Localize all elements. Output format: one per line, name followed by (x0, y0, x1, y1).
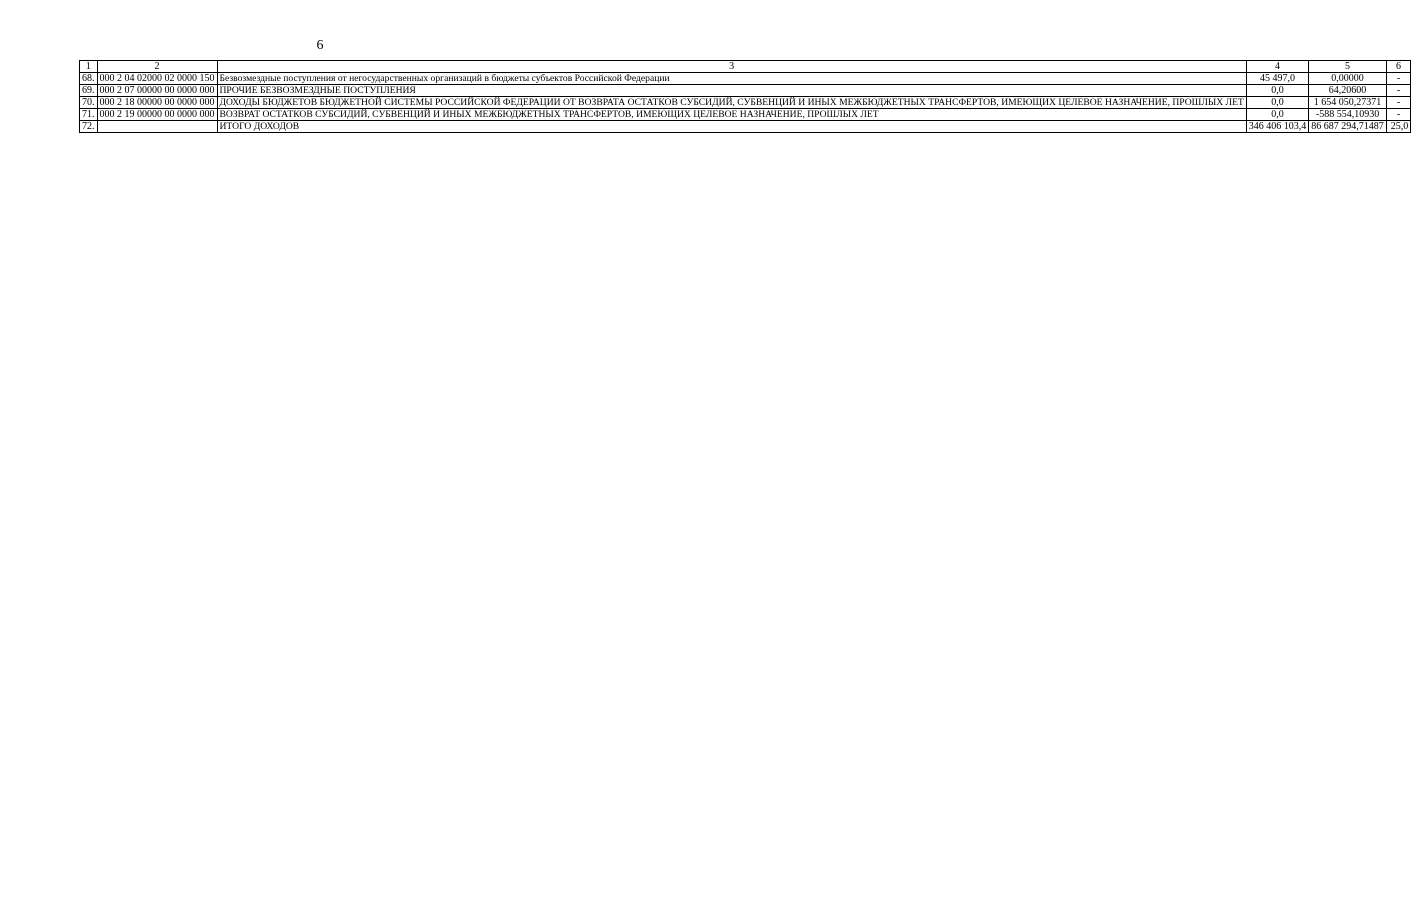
budget-code: 000 2 04 02000 02 0000 150 (97, 73, 217, 85)
actual-amount: 0,00000 (1309, 73, 1387, 85)
column-header: 1 (80, 61, 98, 73)
row-number: 69. (80, 85, 98, 97)
revenue-name: Безвозмездные поступления от негосударственных организаций в бюджеты субъектов Российской Федерации (217, 73, 1246, 85)
table-row (80, 73, 1411, 85)
actual-amount: 86 687 294,71487 (1309, 121, 1387, 133)
budget-code: 000 2 18 00000 00 0000 000 (97, 97, 217, 109)
execution-percent: - (1386, 109, 1411, 121)
budget-code (97, 121, 217, 133)
revenue-name: ВОЗВРАТ ОСТАТКОВ СУБСИДИЙ, СУБВЕНЦИЙ И ИНЫХ МЕЖБЮДЖЕТНЫХ ТРАНСФЕРТОВ, ИМЕЮЩИХ ЦЕЛЕВОЕ НАЗНАЧЕНИЕ, ПРОШЛЫХ ЛЕТ (217, 109, 1246, 121)
execution-percent: 25,0 (1386, 121, 1411, 133)
execution-percent: - (1386, 85, 1411, 97)
table-row-total (80, 121, 1411, 133)
budget-code: 000 2 19 00000 00 0000 000 (97, 109, 217, 121)
planned-amount: 45 497,0 (1246, 73, 1309, 85)
table-row (80, 109, 1411, 121)
actual-amount: 1 654 050,27371 (1309, 97, 1387, 109)
budget-code: 000 2 07 00000 00 0000 000 (97, 85, 217, 97)
table-row (80, 85, 1411, 97)
actual-amount: 64,20600 (1309, 85, 1387, 97)
actual-amount: -588 554,10930 (1309, 109, 1387, 121)
planned-amount: 0,0 (1246, 85, 1309, 97)
table-header-row (80, 61, 1411, 73)
column-header: 6 (1386, 61, 1411, 73)
execution-percent: - (1386, 73, 1411, 85)
row-number: 70. (80, 97, 98, 109)
revenue-name: ПРОЧИЕ БЕЗВОЗМЕЗДНЫЕ ПОСТУПЛЕНИЯ (217, 85, 1246, 97)
revenue-name: ДОХОДЫ БЮДЖЕТОВ БЮДЖЕТНОЙ СИСТЕМЫ РОССИЙСКОЙ ФЕДЕРАЦИИ ОТ ВОЗВРАТА ОСТАТКОВ СУБСИДИЙ, СУБВЕНЦИЙ И ИНЫХ МЕЖБЮДЖЕТНЫХ ТРАНСФЕРТОВ, ИМЕЮЩИХ ЦЕЛЕВОЕ НАЗНАЧЕНИЕ, ПРОШЛЫХ ЛЕТ (217, 97, 1246, 109)
column-header: 4 (1246, 61, 1309, 73)
execution-percent: - (1386, 97, 1411, 109)
column-header: 5 (1309, 61, 1387, 73)
revenue-name: ИТОГО ДОХОДОВ (217, 121, 1246, 133)
table-row (80, 97, 1411, 109)
row-number: 72. (80, 121, 98, 133)
row-number: 71. (80, 109, 98, 121)
planned-amount: 0,0 (1246, 109, 1309, 121)
planned-amount: 0,0 (1246, 97, 1309, 109)
revenue-table (79, 60, 1411, 133)
column-header: 3 (217, 61, 1246, 73)
page-number: 6 (316, 38, 324, 53)
row-number: 68. (80, 73, 98, 85)
column-header: 2 (97, 61, 217, 73)
planned-amount: 346 406 103,4 (1246, 121, 1309, 133)
